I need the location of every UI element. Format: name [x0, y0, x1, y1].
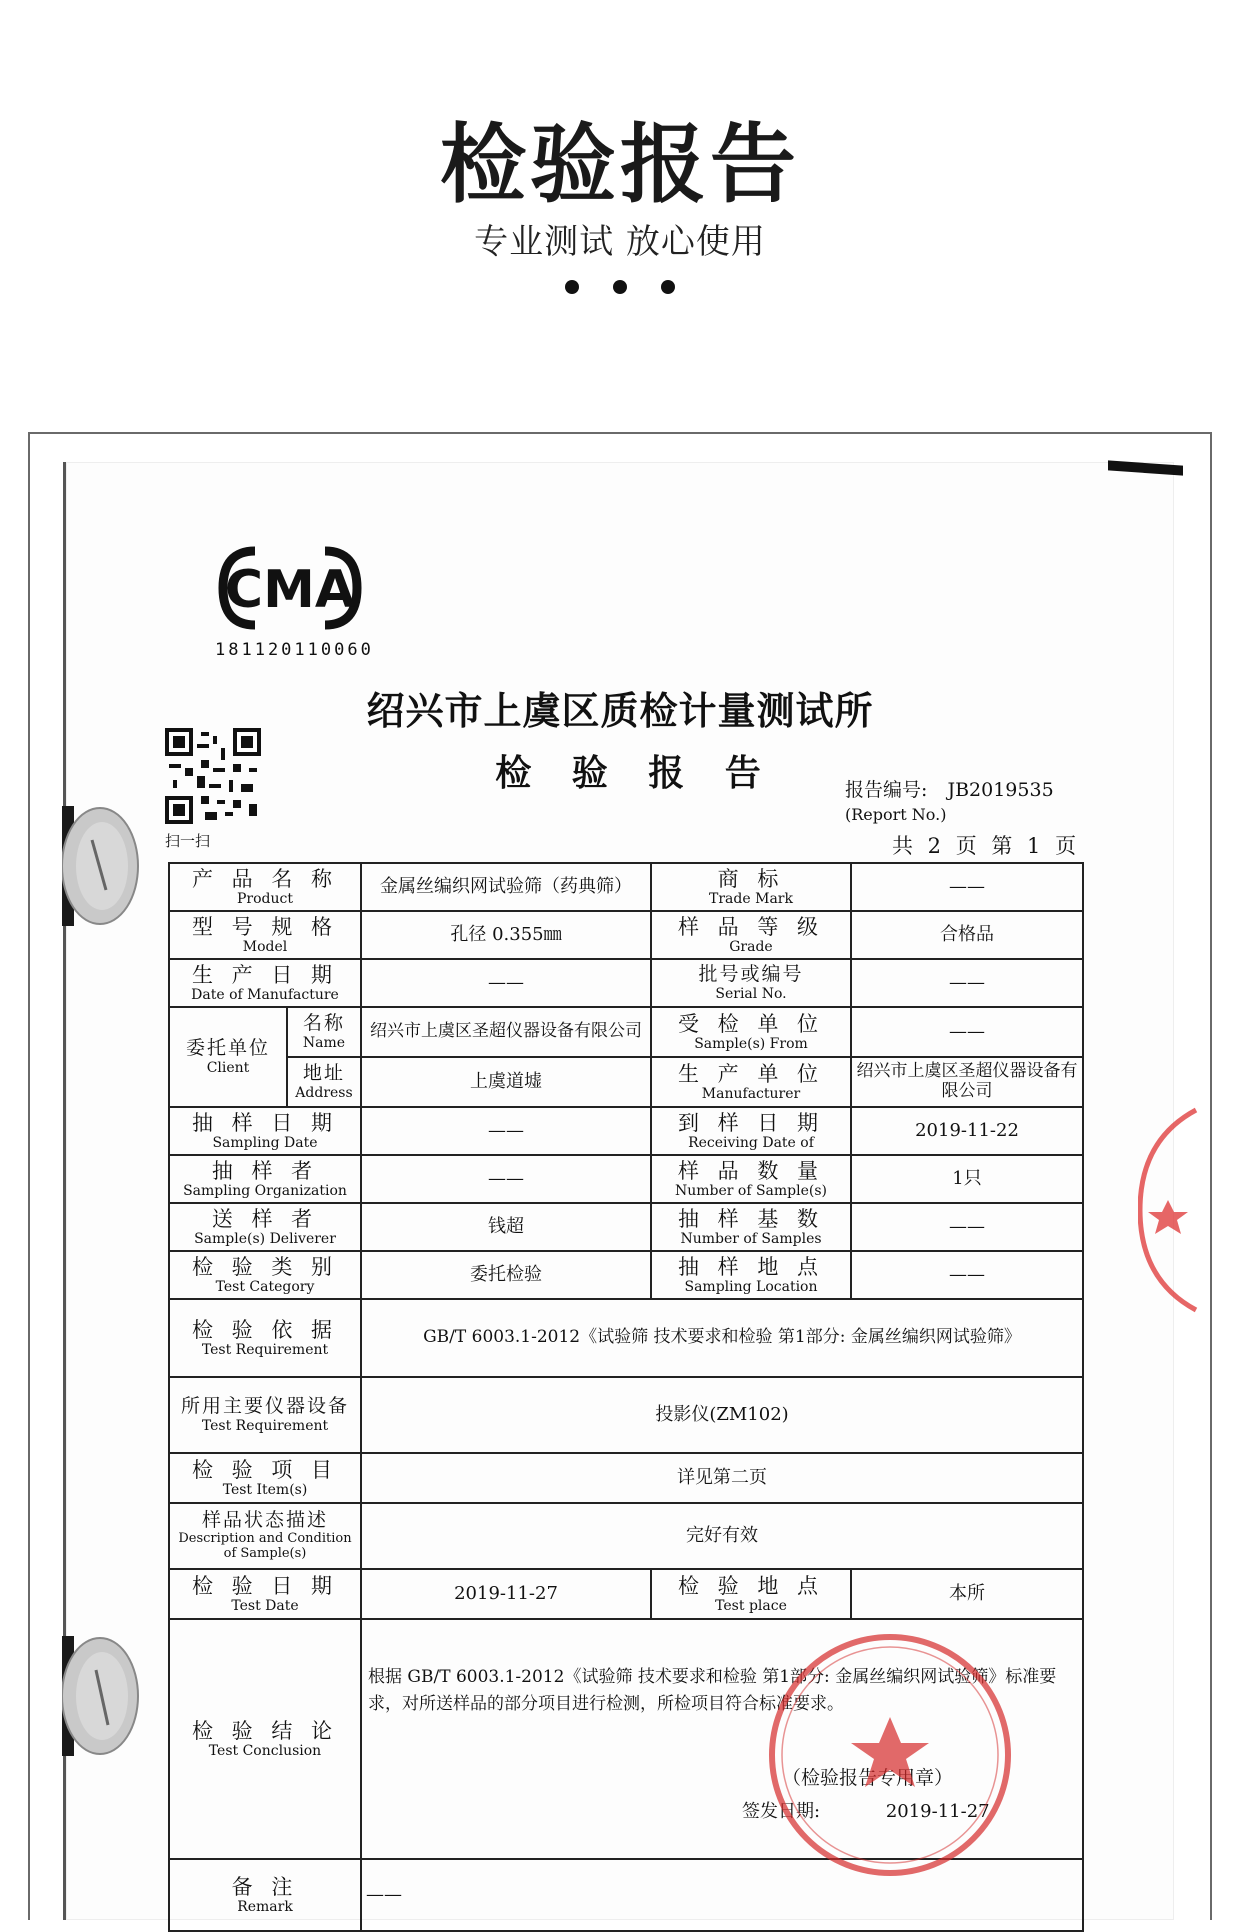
page-subtitle: 专业测试 放心使用	[474, 222, 766, 262]
value-cell: ——	[361, 1155, 651, 1203]
label-cell: 批号或编号 Serial No.	[651, 959, 851, 1007]
qr-label: 扫一扫	[165, 832, 211, 850]
value-cell: 本所	[851, 1569, 1083, 1619]
table-row	[169, 1299, 1083, 1377]
decorative-dots	[565, 280, 675, 300]
table-row	[169, 1007, 1083, 1057]
value-cell: ——	[361, 1859, 1083, 1931]
value-cell: 钱超	[361, 1203, 651, 1251]
label-cell: 地址 Address	[287, 1057, 361, 1107]
value-cell: 完好有效	[361, 1503, 1083, 1569]
label-cell: 所用主要仪器设备 Test Requirement	[169, 1377, 361, 1453]
cma-logo-text: CMA	[224, 560, 356, 620]
value-cell: 金属丝编织网试验筛（药典筛）	[361, 863, 651, 911]
seal-note: （检验报告专用章）	[782, 1767, 954, 1789]
table-row	[169, 1453, 1083, 1503]
value-cell: 详见第二页	[361, 1453, 1083, 1503]
official-seal-icon	[760, 1625, 1020, 1885]
label-cell: 检 验 地 点 Test place	[651, 1569, 851, 1619]
page-title: 检验报告	[440, 115, 800, 215]
table-row	[169, 1251, 1083, 1299]
value-cell: GB/T 6003.1-2012《试验筛 技术要求和检验 第1部分: 金属丝编织网试验筛》	[361, 1299, 1083, 1377]
label-cell: 委托单位 Client	[169, 1007, 287, 1107]
value-cell: 2019-11-22	[851, 1107, 1083, 1155]
side-seal-icon	[1138, 1100, 1198, 1320]
label-cell: 检 验 日 期 Test Date	[169, 1569, 361, 1619]
label-cell: 受 检 单 位 Sample(s) From	[651, 1007, 851, 1057]
cma-logo-icon	[215, 543, 365, 633]
page-count: 共 2 页 第 1 页	[892, 834, 1077, 858]
label-cell: 名称 Name	[287, 1007, 361, 1057]
label-cell: 到 样 日 期 Receiving Date of	[651, 1107, 851, 1155]
label-cell: 生 产 单 位 Manufacturer	[651, 1057, 851, 1107]
value-cell: 绍兴市上虞区圣超仪器设备有限公司	[361, 1007, 651, 1057]
value-cell: ——	[851, 1251, 1083, 1299]
issue-date-value: 2019-11-27	[885, 1801, 990, 1822]
label-cell: 检 验 类 别 Test Category	[169, 1251, 361, 1299]
label-cell: 检 验 结 论 Test Conclusion	[169, 1619, 361, 1859]
report-title: 检 验 报 告	[495, 752, 775, 794]
cma-number: 181120110060	[215, 640, 374, 660]
label-cell: 抽 样 地 点 Sampling Location	[651, 1251, 851, 1299]
table-row	[169, 959, 1083, 1007]
label-cell: 备 注 Remark	[169, 1859, 361, 1931]
value-cell: 孔径 0.355㎜	[361, 911, 651, 959]
label-cell: 抽 样 基 数 Number of Samples	[651, 1203, 851, 1251]
label-cell: 抽 样 日 期 Sampling Date	[169, 1107, 361, 1155]
institute-name: 绍兴市上虞区质检计量测试所	[366, 688, 874, 733]
table-row	[169, 1377, 1083, 1453]
label-cell: 检 验 依 据 Test Requirement	[169, 1299, 361, 1377]
value-cell: 委托检验	[361, 1251, 651, 1299]
table-row	[169, 863, 1083, 911]
report-number-en: (Report No.)	[845, 805, 947, 824]
label-cell: 抽 样 者 Sampling Organization	[169, 1155, 361, 1203]
value-cell: 绍兴市上虞区圣超仪器设备有限公司	[851, 1057, 1083, 1107]
value-cell: ——	[851, 1203, 1083, 1251]
table-row	[169, 1155, 1083, 1203]
label-cell: 检 验 项 目 Test Item(s)	[169, 1453, 361, 1503]
report-number-label: 报告编号:	[845, 779, 928, 801]
label-cell: 商 标 Trade Mark	[651, 863, 851, 911]
label-cell: 样 品 等 级 Grade	[651, 911, 851, 959]
table-row	[169, 1203, 1083, 1251]
report-number	[845, 775, 1054, 802]
report-number-value: JB2019535	[947, 779, 1054, 801]
label-cell: 生 产 日 期 Date of Manufacture	[169, 959, 361, 1007]
label-cell: 产 品 名 称 Product	[169, 863, 361, 911]
value-cell: 上虞道墟	[361, 1057, 651, 1107]
table-row	[169, 1503, 1083, 1569]
qr-code-icon	[165, 728, 261, 824]
label-cell: 送 样 者 Sample(s) Deliverer	[169, 1203, 361, 1251]
value-cell: ——	[361, 1107, 651, 1155]
value-cell: 合格品	[851, 911, 1083, 959]
table-row	[169, 1057, 1083, 1107]
label-cell: 样 品 数 量 Number of Sample(s)	[651, 1155, 851, 1203]
label-cell: 型 号 规 格 Model	[169, 911, 361, 959]
value-cell: 投影仪(ZM102)	[361, 1377, 1083, 1453]
label-cell: 样品状态描述 Description and Condition of Sample(s)	[169, 1503, 361, 1569]
table-row	[169, 1107, 1083, 1155]
value-cell: ——	[361, 959, 651, 1007]
binder-clip-icon	[62, 1630, 142, 1770]
value-cell: ——	[851, 959, 1083, 1007]
value-cell: ——	[851, 1007, 1083, 1057]
value-cell: ——	[851, 863, 1083, 911]
binder-clip-icon	[62, 800, 142, 940]
conclusion-text: 根据 GB/T 6003.1-2012《试验筛 技术要求和检验 第1部分: 金属丝编织网试验筛》标准要求，对所送样品的部分项目进行检测，所检项目符合标准要求。	[368, 1667, 1057, 1715]
table-row	[169, 1569, 1083, 1619]
table-row	[169, 911, 1083, 959]
issue-date-label: 签发日期:	[742, 1801, 821, 1822]
value-cell: 2019-11-27	[361, 1569, 651, 1619]
value-cell: 1只	[851, 1155, 1083, 1203]
